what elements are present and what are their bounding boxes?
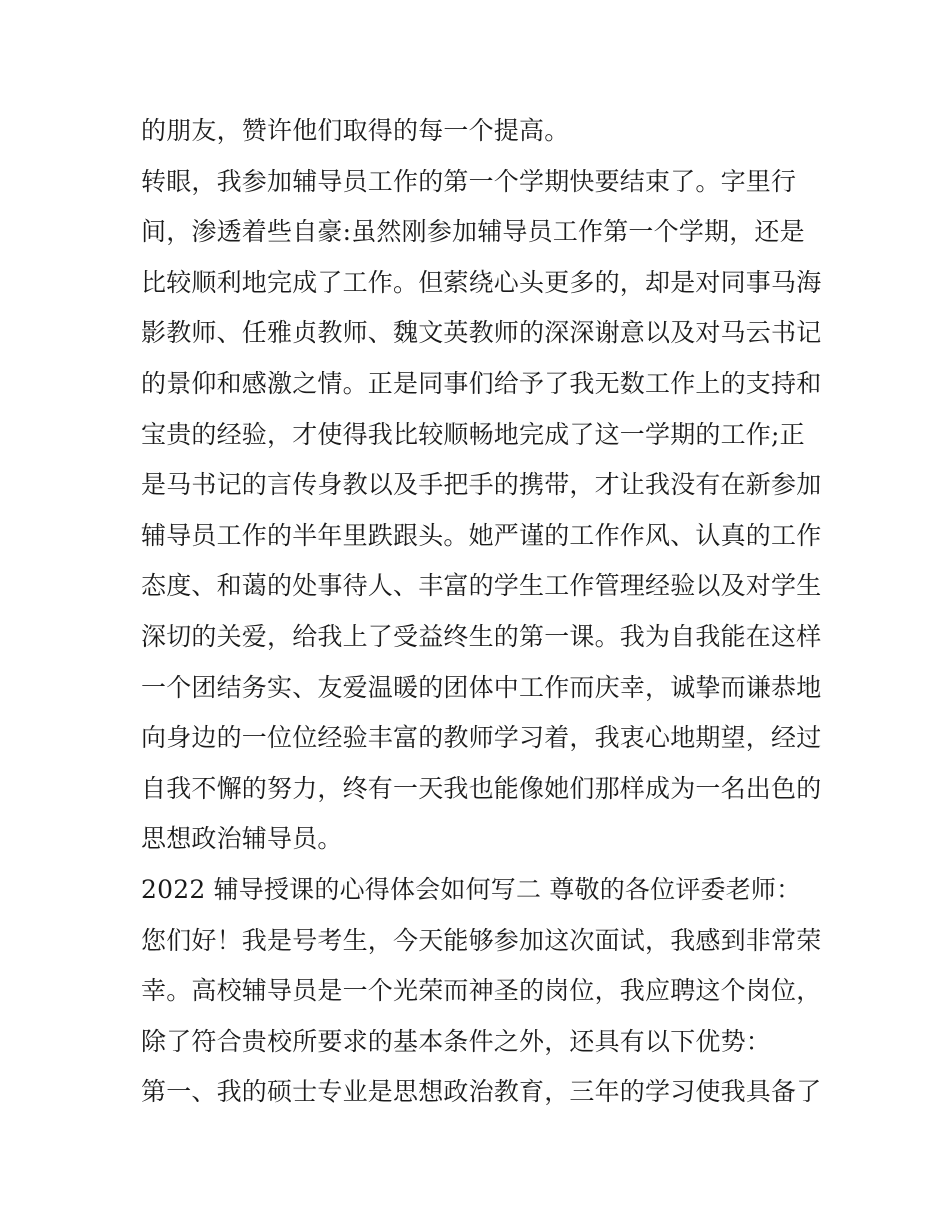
- text-line: 一个团结务实、友爱温暖的团体中工作而庆幸，诚挚而谦恭地: [141, 672, 822, 702]
- text-line: 辅导员工作的半年里跌跟头。她严谨的工作作风、认真的工作: [141, 520, 822, 550]
- text-line: 幸。高校辅导员是一个光荣而神圣的岗位，我应聘这个岗位，: [141, 976, 822, 1006]
- text-line: 宝贵的经验，才使得我比较顺畅地完成了这一学期的工作;正: [141, 419, 805, 449]
- text-line: 态度、和蔼的处事待人、丰富的学生工作管理经验以及对学生: [141, 571, 822, 601]
- text-line: 的景仰和感激之情。正是同事们给予了我无数工作上的支持和: [141, 368, 822, 398]
- section-heading-line: 2022 辅导授课的心得体会如何写二 尊敬的各位评委老师：: [141, 874, 802, 904]
- text-line: 自我不懈的努力，终有一天我也能像她们那样成为一名出色的: [141, 773, 822, 803]
- text-line: 间，渗透着些自豪:虽然刚参加辅导员工作第一个学期，还是: [141, 217, 805, 247]
- text-line: 转眼，我参加辅导员工作的第一个学期快要结束了。字里行: [141, 166, 797, 196]
- text-line: 比较顺利地完成了工作。但萦绕心头更多的，却是对同事马海: [141, 267, 822, 297]
- text-line: 向身边的一位位经验丰富的教师学习着，我衷心地期望，经过: [141, 723, 822, 753]
- text-line: 的朋友，赞许他们取得的每一个提高。: [141, 116, 570, 145]
- body-text: [141, 106, 821, 1118]
- text-line: 您们好！我是号考生，今天能够参加这次面试，我感到非常荣: [141, 925, 822, 955]
- text-line: 除了符合贵校所要求的基本条件之外，还具有以下优势：: [141, 1026, 772, 1056]
- text-line: 是马书记的言传身教以及手把手的携带，才让我没有在新参加: [141, 470, 822, 500]
- text-line: 深切的关爱，给我上了受益终生的第一课。我为自我能在这样: [141, 621, 822, 651]
- text-line: 思想政治辅导员。: [141, 824, 343, 854]
- text-line: 第一、我的硕士专业是思想政治教育，三年的学习使我具备了: [141, 1077, 822, 1107]
- text-line: 影教师、任雅贞教师、魏文英教师的深深谢意以及对马云书记: [141, 318, 822, 348]
